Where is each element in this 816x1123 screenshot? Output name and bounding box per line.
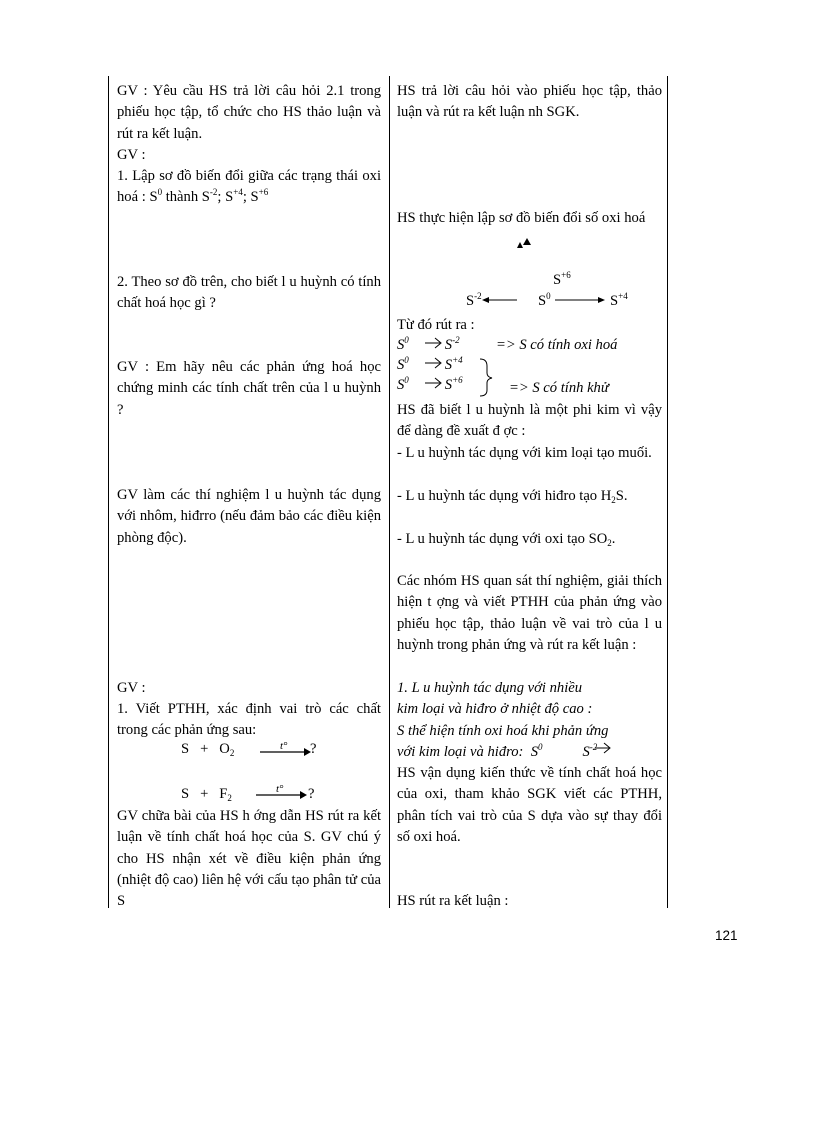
eq1-s: S xyxy=(181,741,190,757)
equation-s-o2 xyxy=(181,741,234,758)
task-1-sup3: +4 xyxy=(233,187,243,198)
conclusion-s0: S xyxy=(530,743,538,760)
left-task-pthh: 1. Viết PTHH, xác định vai trò các chất trong các phản ứng sau: xyxy=(117,701,381,739)
diagram-arrows-icon xyxy=(480,292,620,308)
c1-b-sup: -2 xyxy=(452,335,460,345)
reaction-h-post: S. xyxy=(615,488,628,504)
diagram-right-sup: +4 xyxy=(618,291,628,301)
right-final-conclusion: HS rút ra kết luận : xyxy=(397,893,509,909)
eq1-arrow-icon xyxy=(260,740,310,760)
left-gv-label-2: GV : xyxy=(117,680,146,696)
left-intro-paragraph: GV : Yêu cầu HS trả lời câu hỏi 2.1 trong phiếu học tập, tổ chức cho HS thảo luận và rút ra kết luận. xyxy=(117,83,381,142)
eq2-arrow-icon xyxy=(256,783,306,803)
diagram-mid-s: S xyxy=(538,293,547,309)
diagram-top-sup: +6 xyxy=(561,270,571,280)
left-reactions-question: GV : Em hãy nêu các phản ứng hoá học chứng minh các tính chất trên của l u huỳnh ? xyxy=(117,359,381,418)
eq2-sub: 2 xyxy=(227,793,232,803)
left-correction-paragraph: GV chữa bài của HS h ớng dẫn HS rút ra kết luận về tính chất hoá học của S. GV chú ý cho HS nhận xét về điều kiện phản ứng (nhiệt độ cao) liên hệ với cấu tạo phân tử của S xyxy=(117,808,381,910)
right-apply-knowledge: HS vận dụng kiến thức về tính chất hoá học của oxi, tham khảo SGK viết các PTHH, phân tích vai trò của S dựa vào sự thay đổi số oxi hoá. xyxy=(397,765,662,845)
task-1-s4: S xyxy=(250,189,259,206)
table-border-right xyxy=(667,76,668,908)
right-reaction-oxygen xyxy=(397,529,662,550)
c2-b: S xyxy=(444,357,453,373)
right-answer-paragraph: HS trả lời câu hỏi vào phiếu học tập, thảo luận và rút ra kết luận nh SGK. xyxy=(397,83,662,121)
right-proposal: HS đã biết l u huỳnh là một phi kim vì vậy để dàng đề xuất đ ợc : xyxy=(397,402,662,440)
c1-a-sup: 0 xyxy=(404,335,409,345)
right-conclusion-label: Từ đó rút ra : xyxy=(397,317,475,333)
table-border-left xyxy=(108,76,109,908)
c1-a: S xyxy=(397,337,405,353)
diagram-top-s: S xyxy=(553,272,562,288)
eq1-question: ? xyxy=(310,741,317,757)
equation-s-f2 xyxy=(181,786,232,803)
diagram-left-s: S xyxy=(466,293,475,309)
conclusion-s0-sup: 0 xyxy=(538,741,543,752)
eq1-sub: 2 xyxy=(229,748,235,758)
reaction-o-text: - L u huỳnh tác dụng với oxi tạo SO xyxy=(397,531,608,547)
conclusion-line-4 xyxy=(397,742,662,763)
left-experiment: GV làm các thí nghiệm l u huỳnh tác dụng với nhôm, hiđrro (nếu đảm bảo các điều kiện phòng độc). xyxy=(117,487,381,546)
eq2-plus: + xyxy=(200,786,209,802)
conclusion-line-2: kim loại và hiđro ở nhiệt độ cao : xyxy=(397,701,593,718)
task-1-s2: S xyxy=(201,189,210,206)
eq1-o: O xyxy=(219,741,230,757)
c3-b: S xyxy=(444,377,453,393)
diagram-left-sup: -2 xyxy=(474,291,482,301)
left-question-2: 2. Theo sơ đồ trên, cho biết l u huỳnh có tính chất hoá học gì ? xyxy=(117,274,381,312)
result-oxidizing: => S có tính oxi hoá xyxy=(496,337,618,353)
task-1-sep: ; xyxy=(217,189,226,206)
reaction-o-sub: 2 xyxy=(607,538,612,548)
page-number: 121 xyxy=(715,928,738,943)
svg-text:t°: t° xyxy=(276,783,284,795)
svg-text:t°: t° xyxy=(280,740,288,752)
task-1-sup4: +6 xyxy=(258,187,269,198)
task-1-s: S xyxy=(149,189,158,206)
right-reaction-metal: - L u huỳnh tác dụng với kim loại tạo muối. xyxy=(397,445,652,461)
reaction-o-post: . xyxy=(611,531,616,547)
task-1-sup: 0 xyxy=(157,187,163,198)
conclusion-s2: S xyxy=(582,743,590,760)
table-border-middle xyxy=(389,76,390,908)
conclusion-line-3: S thể hiện tính oxi hoá khi phản ứng xyxy=(397,722,609,739)
left-task-1 xyxy=(117,166,381,209)
diagram-right-s: S xyxy=(610,293,619,309)
c3-a: S xyxy=(397,377,405,393)
task-1-s3: S xyxy=(225,189,234,206)
eq2-question: ? xyxy=(308,786,315,802)
right-diagram-intro: HS thực hiện lập sơ đồ biến đổi số oxi hoá xyxy=(397,210,646,226)
task-1-mid: thành xyxy=(162,189,202,206)
task-1-sep2: ; xyxy=(242,189,251,206)
c2-b-sup: +4 xyxy=(452,355,463,365)
diagram-s-plus6 xyxy=(553,272,571,289)
c3-b-sup: +6 xyxy=(452,375,463,385)
right-conclusion-italic xyxy=(397,678,662,763)
eq1-plus: + xyxy=(200,741,209,757)
right-reaction-hydrogen xyxy=(397,486,662,507)
conclusion-s2-sup: -2 xyxy=(589,741,598,752)
eq2-f: F xyxy=(219,786,228,802)
conversion-arrows-icon xyxy=(410,333,500,401)
diagram-mid-sup: 0 xyxy=(546,291,551,301)
c2-a-sup: 0 xyxy=(404,355,409,365)
left-gv-label-1: GV : xyxy=(117,147,146,163)
conclusion-line-1: 1. L u huỳnh tác dụng với nhiều xyxy=(397,680,583,696)
result-reducing: => S có tính khử xyxy=(509,380,609,396)
task-1-text: 1. Lập sơ đồ biến đổi giữa các trạng thái oxi hoá : xyxy=(117,168,381,206)
small-arrows-icon xyxy=(516,236,536,252)
right-group-activity: Các nhóm HS quan sát thí nghiệm, giải thích hiện t ợng và viết PTHH của phản ứng vào phiếu học tập, thảo luận về vai trò của l u huỳnh trong phản ứng và rút ra kết luận : xyxy=(397,573,662,653)
c3-a-sup: 0 xyxy=(404,375,409,385)
eq2-s: S xyxy=(181,786,190,802)
task-1-sup2: -2 xyxy=(209,187,218,198)
c1-b: S xyxy=(444,337,453,353)
c2-a: S xyxy=(397,357,405,373)
reaction-h-sub: 2 xyxy=(611,495,616,505)
conclusion-arrow-icon xyxy=(593,742,617,754)
conclusion-line-4-text: với kim loại và hiđro: xyxy=(397,743,524,760)
reaction-h-text: - L u huỳnh tác dụng với hiđro tạo H xyxy=(397,488,612,504)
